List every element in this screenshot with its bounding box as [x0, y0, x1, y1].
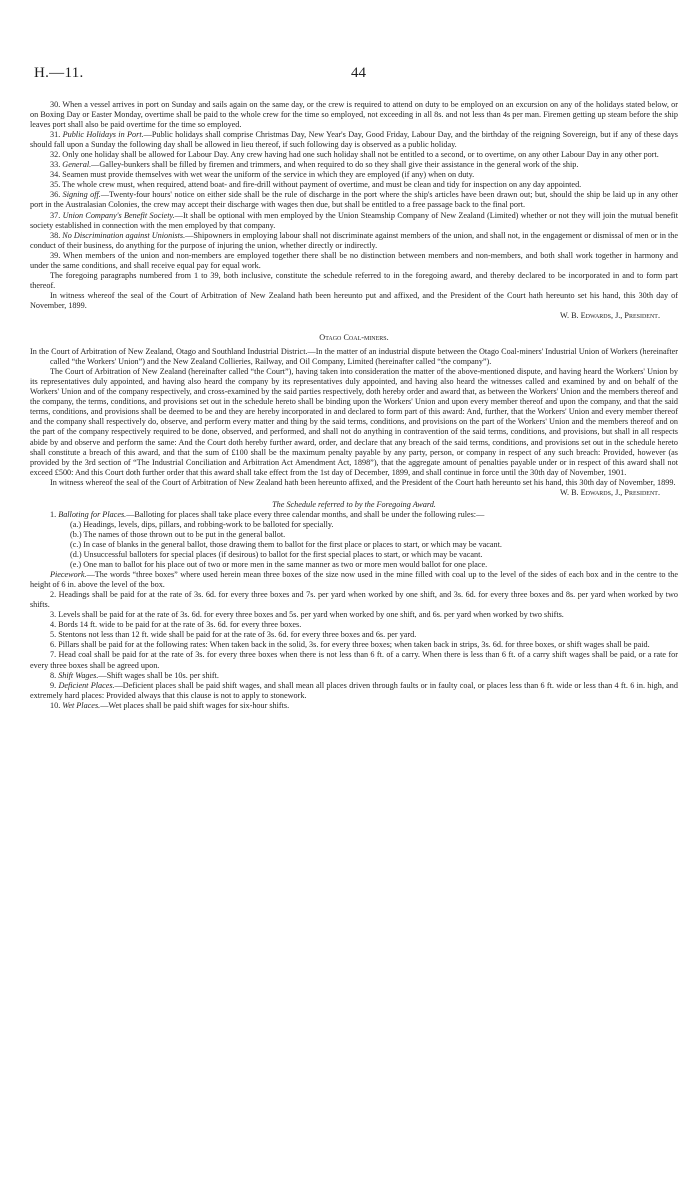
paragraph-34: 34. Seamen must provide themselves with wet wear the uniform of the service in which they are employed (if any) when on duty.	[50, 170, 475, 180]
schedule-item-9: 9. Deficient Places.—Deficient places shall be paid shift wages, and shall mean all places driven through faults or in faulty coal, or places less than 6 ft. wide or less than 4 ft. 6 in. high, and extremely hard places: Provided always that this clause is not to apply to stonework.	[30, 680, 678, 700]
paragraph-33: 33. General.—Galley-bunkers shall be filled by firemen and trimmers, and when required to do so they shall give their assistance in the general work of the ship.	[50, 160, 579, 170]
schedule	[30, 500, 678, 711]
witness-clause: In witness whereof the seal of the Court of Arbitration of New Zealand hath been hereunto affixed, and the President of the Court hath hereunto set his hand, this 30th day of November, 1899.	[50, 477, 676, 487]
document-body	[30, 100, 678, 711]
section-title: Otago Coal-miners.	[319, 333, 389, 343]
page-header	[34, 65, 674, 88]
paragraph-38: 38. No Discrimination against Unionists.—Shipowners in employing labour shall not discriminate against members of the union, and shall not, in the engagement or dismissal of men or in the conduct of their business, do anything for the purpose of injuring the union, whether directly or indirectly.	[30, 230, 679, 250]
paper-reference: H.—11.	[34, 65, 84, 81]
ballot-rule-e: (e.) One man to ballot for his place out of two or more men in the same manner as two or more men would ballot for one place.	[70, 560, 488, 570]
schedule-item-2: 2. Headings shall be paid for at the rate of 3s. 6d. for every three boxes and 7s. per yard when worked by one shift, and 3s. 6d. for every three boxes and 8s. per yard when worked by two shifts.	[30, 590, 678, 610]
paragraph-32: 32. Only one holiday shall be allowed for Labour Day. Any crew having had one such holiday shall not be entitled to a second, or to overtime, on any other Labour Day in any other port.	[50, 150, 659, 160]
schedule-item-4: 4. Bords 14 ft. wide to be paid for at the rate of 3s. 6d. for every three boxes.	[50, 620, 302, 630]
award-body: The Court of Arbitration of New Zealand (hereinafter called “the Court”), having taken into consideration the matter of the above-mentioned dispute, and having heard the Workers' Union by its representatives duly appointed, and having also heard the company by its representatives duly appointed, and having also heard the witnesses called and examined by and on behalf of the Workers' Union and of the company respectively, and cross-examined by the said parties respectively, doth hereby order and award that, as between the Workers' Union and the members thereof and the company, the terms, conditions, and provisions set out in the schedule hereto shall be binding upon the Workers' Union and upon every member thereof and upon the company, and that the said terms, conditions, and provisions shall be deemed to be and they are hereby incorporated in and declared to form part of this award: And, further, that the Workers' Union and every member thereof and the company shall respectively do, observe, and perform every matter and thing by the said terms, conditions, and provisions on the part of the Workers' Union and the members thereof and on the part of the company respectively required to be done, observed, and performed, and shall not do anything in contravention of the said terms, conditions, and provisions, but shall in all respects abide by and observe and perform the same: And the Court doth hereby further award, order, and declare that any breach of the said terms, conditions, and provisions set out in the schedule hereto shall constitute a breach of this award, and that the sum of £100 shall be the maximum penalty payable by any party, person, or company in respect of any such breach: Provided, however (as provided by the 3rd section of “The Industrial Conciliation and Arbitration Act Amendment Act, 1898”), that the aggregate amount of penalties payable under or in respect of this award shall not exceed £500: And this Court doth further order that this award shall take effect from the 1st day of December, 1899, and shall continue in force until the 30th day of November, 1901.	[30, 367, 678, 477]
schedule-item-3: 3. Levels shall be paid for at the rate of 3s. 6d. for every three boxes and 5s. per yard when worked by one shift, and 6s. per yard when worked by two shifts.	[50, 610, 564, 620]
ballot-rule-a: (a.) Headings, levels, dips, pillars, and robbing-work to be balloted for specially.	[70, 519, 334, 529]
schedule-statement: The foregoing paragraphs numbered from 1 to 39, both inclusive, constitute the schedule referred to in the foregoing award, and thereby declared to be incorporated in and to form part thereof.	[30, 270, 678, 290]
seamen-award-continuation	[30, 100, 678, 321]
signature: W. B. Edwards, J., President.	[560, 487, 660, 497]
paragraph-39: 39. When members of the union and non-members are employed together there shall be no distinction between members and non-members, and both shall work together in harmony and under the same conditions, and shall receive equal pay for equal work.	[30, 250, 678, 270]
paragraph-35: 35. The whole crew must, when required, attend boat- and fire-drill without payment of overtime, and must be clean and tidy for inspection on any day appointed.	[50, 180, 582, 190]
schedule-item-7: 7. Head coal shall be paid for at the rate of 3s. for every three boxes when there is not less than 6 ft. of a carry. When there is less than 6 ft. of a carry shift wages shall be paid, or a rate for every three boxes shall be agreed upon.	[30, 650, 679, 670]
otago-coal-miners-award	[30, 333, 678, 498]
schedule-item-10: 10. Wet Places.—Wet places shall be paid shift wages for six-hour shifts.	[50, 700, 290, 710]
paragraph-37: 37. Union Company's Benefit Society.—It shall be optional with men employed by the Union Steamship Company of New Zealand (Limited) whether or not they will join the mutual benefit society established in connection with the men employed by that company.	[30, 210, 678, 230]
signature: W. B. Edwards, J., President.	[560, 310, 660, 320]
award-intro: In the Court of Arbitration of New Zealand, Otago and Southland Industrial District.—In the matter of an industrial dispute between the Otago Coal-miners' Industrial Union of Workers (hereinafter called “the Workers' Union”) and the New Zealand Collieries, Railway, and Oil Company, Limited (hereinafter called “the company”).	[30, 347, 678, 367]
schedule-item-5: 5. Stentons not less than 12 ft. wide shall be paid for at the rate of 3s. 6d. for every three boxes and 6s. per yard.	[50, 630, 417, 640]
schedule-title: The Schedule referred to by the Foregoing Award.	[272, 499, 436, 509]
ballot-rule-d: (d.) Unsuccessful balloters for special places (if desirous) to ballot for the first special places to start, or which may be vacant.	[70, 550, 483, 560]
page-number: 44	[351, 65, 366, 81]
ballot-rule-b: (b.) The names of those thrown out to be put in the general ballot.	[70, 529, 286, 539]
paragraph-31: 31. Public Holidays in Port.—Public holidays shall comprise Christmas Day, New Year's Day, Good Friday, Labour Day, and the birthday of the reigning Sovereign, but if any of these days should fall upon a Sunday the following day shall be allowed in lieu thereof, if such following day is observed as a public holiday.	[30, 130, 678, 150]
witness-clause: In witness whereof the seal of the Court of Arbitration of New Zealand hath been hereunto put and affixed, and the President of the Court hath hereunto set his hand, this 30th day of November, 1899.	[30, 290, 678, 310]
ballot-rule-c: (c.) In case of blanks in the general ballot, those drawing them to ballot for the first place or places to start, or which may be vacant.	[70, 539, 502, 549]
schedule-item-8: 8. Shift Wages.—Shift wages shall be 10s. per shift.	[50, 670, 219, 680]
schedule-item-1: 1. Balloting for Places.—Balloting for places shall take place every three calendar months, and shall be under the following rules:—	[50, 509, 485, 519]
schedule-item-6: 6. Pillars shall be paid for at the following rates: When taken back in the solid, 3s. for every three boxes; when taken back in strips, 3s. 6d. for three boxes, or shift wages shall be paid.	[50, 640, 650, 650]
piecework-definition: Piecework.—The words “three boxes” where used herein mean three boxes of the size now used in the mine filled with coal up to the level of the sides of each box and in the centre to the height of 6 in. above the level of the box.	[30, 570, 678, 590]
paragraph-30: 30. When a vessel arrives in port on Sunday and sails again on the same day, or the crew is required to attend on duty to be employed on an excursion on any of the holidays stated below, or on Boxing Day or Easter Monday, overtime shall be paid to the whole crew for the time so employed, not exceeding in all 8s. and not less than 4s per man. Firemen getting up steam before the ship leaves port shall also be paid overtime for the time so employed.	[30, 100, 678, 130]
paragraph-36: 36. Signing off.—Twenty-four hours' notice on either side shall be the rule of discharge in the port where the ship's articles have been drawn out; but, should the ship be laid up in any other port in the Australasian Colonies, the crew may accept their discharge with wages then due, but shall be entitled to a free passage back to the final port.	[30, 190, 679, 210]
